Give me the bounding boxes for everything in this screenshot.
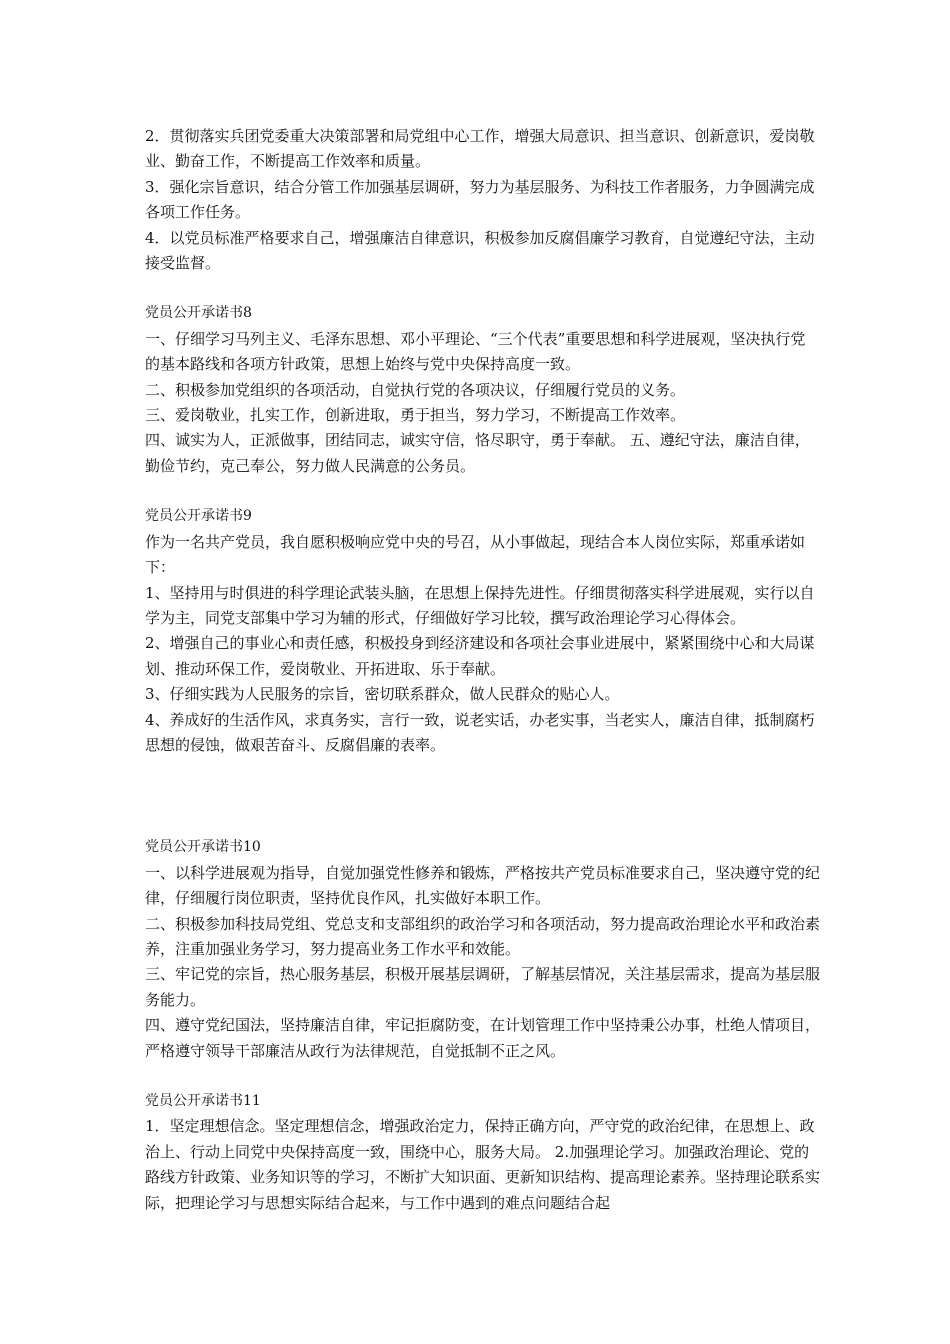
section-10 <box>145 835 820 1064</box>
section-9-title: 党员公开承诺书9 <box>145 508 252 525</box>
section-9-paragraph: 2、增强自己的事业心和责任感，积极投身到经济建设和各项社会事业进展中，紧紧围绕中心和大局谋划、推动环保工作，爱岗敬业、开拓进取、乐于奉献。 <box>145 634 815 678</box>
section-8-paragraph: 二、积极参加党组织的各项活动，自觉执行党的各项决议，仔细履行党员的义务。 <box>145 380 686 399</box>
intro-paragraph-2: 2．贯彻落实兵团党委重大决策部署和局党组中心工作，增强大局意识、担当意识、创新意识，爱岗敬业、勤奋工作，不断提高工作效率和质量。 <box>145 127 815 171</box>
section-8-paragraph: 四、诚实为人，正派做事，团结同志，诚实守信，恪尽职守，勇于奉献。 五、遵纪守法，廉洁自律，勤俭节约，克己奉公，努力做人民满意的公务员。 <box>145 431 810 475</box>
intro-paragraph-3: 3．强化宗旨意识，结合分管工作加强基层调研，努力为基层服务、为科技工作者服务，力争圆满完成各项工作任务。 <box>145 177 815 222</box>
section-10-paragraph: 四、遵守党纪国法，坚持廉洁自律，牢记拒腐防变，在计划管理工作中坚持秉公办事，杜绝人情项目，严格遵守领导干部廉洁从政行为法律规范，自觉抵制不正之风。 <box>145 1016 821 1060</box>
section-8-title: 党员公开承诺书8 <box>145 305 252 322</box>
section-10-paragraph: 二、积极参加科技局党组、党总支和支部组织的政治学习和各项活动，努力提高政治理论水平和政治素养，注重加强业务学习，努力提高业务工作水平和效能。 <box>145 914 821 958</box>
section-10-title: 党员公开承诺书10 <box>145 839 261 856</box>
section-9 <box>145 504 820 758</box>
section-8-paragraph: 一、仔细学习马列主义、毛泽东思想、邓小平理论、“三个代表”重要思想和科学进展观，坚决执行党的基本路线和各项方针政策，思想上始终与党中央保持高度一致。 <box>145 329 806 374</box>
section-8-paragraph: 三、爱岗敬业，扎实工作，创新进取，勇于担当，努力学习，不断提高工作效率。 <box>145 406 686 425</box>
section-9-paragraph: 1、坚持用与时俱进的科学理论武装头脑，在思想上保持先进性。仔细贯彻落实科学进展观，实行以自学为主，同党支部集中学习为辅的形式，仔细做好学习比较，撰写政治理论学习心得体会。 <box>145 583 815 627</box>
section-9-paragraph: 3、仔细实践为人民服务的宗旨，密切联系群众，做人民群众的贴心人。 <box>145 685 620 704</box>
section-10-paragraph: 三、牢记党的宗旨，热心服务基层，积极开展基层调研，了解基层情况，关注基层需求，提高为基层服务能力。 <box>145 965 821 1009</box>
section-gap <box>145 1064 820 1089</box>
section-gap <box>145 276 820 301</box>
section-gap-large <box>145 758 820 835</box>
section-11 <box>145 1089 820 1216</box>
section-8 <box>145 301 820 479</box>
intro-block <box>145 124 820 276</box>
section-9-paragraph: 4、养成好的生活作风，求真务实，言行一致，说老实话，办老实事，当老实人，廉洁自律，抵制腐朽思想的侵蚀，做艰苦奋斗、反腐倡廉的表率。 <box>145 710 815 754</box>
intro-paragraph-4: 4．以党员标准严格要求自己，增强廉洁自律意识，积极参加反腐倡廉学习教育，自觉遵纪守法，主动接受监督。 <box>145 228 815 273</box>
section-gap <box>145 479 820 504</box>
document-page <box>145 124 820 1216</box>
section-10-paragraph: 一、以科学进展观为指导，自觉加强党性修养和锻炼，严格按共产党员标准要求自己，坚决遵守党的纪律，仔细履行岗位职责，坚持优良作风，扎实做好本职工作。 <box>145 863 821 908</box>
section-9-paragraph: 作为一名共产党员，我自愿积极响应党中央的号召，从小事做起，现结合本人岗位实际，郑重承诺如下： <box>145 532 806 577</box>
section-11-title: 党员公开承诺书11 <box>145 1093 261 1109</box>
section-11-paragraph: 1．坚定理想信念。坚定理想信念，增强政治定力，保持正确方向，严守党的政治纪律，在思想上、政治上、行动上同党中央保持高度一致，围绕中心，服务大局。 2.加强理论学习。加强政治理论、党的路线方针政策、业务知识等的学习，不断扩大知识面、更新知识结构、提高理论素养。坚持理论联系实际，把理论学习与思想实际结合起来，与工作中遇到的难点问题结合起 <box>145 1117 821 1212</box>
